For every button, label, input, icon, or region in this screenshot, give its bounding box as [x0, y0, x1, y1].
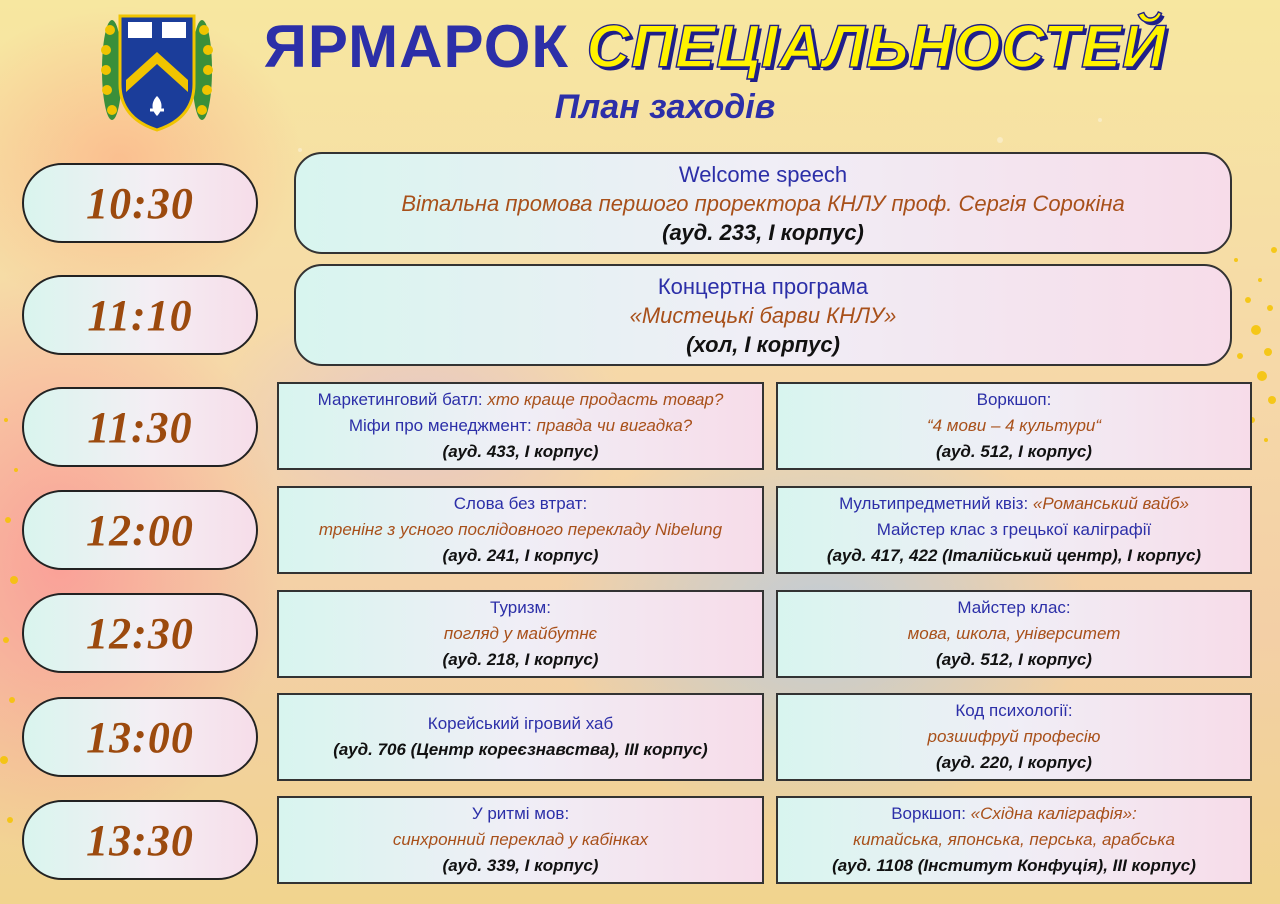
event-description: тренінг з усного послідовного перекладу Nibelung [318, 520, 723, 539]
event-welcome-speech [294, 152, 1232, 254]
event-description: «Романський вайб» [1032, 494, 1189, 513]
time-slot-1130: 11:30 [22, 387, 258, 467]
event-location: (ауд. 339, І корпус) [442, 856, 599, 875]
event-location: (ауд. 220, І корпус) [936, 753, 1092, 772]
time-slot-1230: 12:30 [22, 593, 258, 673]
event-subtitle: «Східна каліграфія»: [970, 804, 1137, 823]
event-description: розшифруй професію [927, 727, 1101, 746]
event-location: (ауд. 241, І корпус) [442, 546, 599, 565]
event-description: хто краще продасть товар? [487, 390, 724, 409]
event-location: (ауд. 706 (Центр кореєзнавства), ІІІ корпус) [333, 740, 708, 759]
event-title: Корейський ігровий хаб [427, 714, 614, 733]
event-title-2: Міфи про менеджмент: [348, 416, 537, 435]
event-concert [294, 264, 1232, 366]
page-title [0, 10, 1280, 84]
event-title: Мультипредметний квіз: [839, 494, 1033, 513]
event-description-2: правда чи вигадка? [536, 416, 693, 435]
event-description: Вітальна промова першого проректора КНЛУ проф. Сергія Сорокіна [401, 190, 1125, 216]
event-multisubject-quiz [776, 486, 1252, 574]
event-title: Слова без втрат: [453, 494, 588, 513]
page-subtitle: План заходів [554, 88, 776, 126]
event-description: синхронний переклад у кабінках [392, 830, 649, 849]
event-words-without-loss [277, 486, 764, 574]
event-description: китайська, японська, перська, арабська [853, 830, 1175, 849]
event-description: мова, школа, університет [907, 624, 1121, 643]
event-description: погляд у майбутнє [443, 624, 598, 643]
event-title: Маркетинговий батл: [317, 390, 488, 409]
event-location: (ауд. 512, І корпус) [936, 650, 1092, 669]
event-location: (ауд. 1108 (Інститут Конфуція), ІІІ корпус) [832, 856, 1196, 875]
event-title: Воркшоп: [891, 804, 971, 823]
event-location: (ауд. 512, І корпус) [936, 442, 1092, 461]
event-psychology-code [776, 693, 1252, 781]
event-location: (ауд. 233, І корпус) [662, 219, 864, 245]
event-title: У ритмі мов: [471, 804, 570, 823]
event-location: (ауд. 417, 422 (Італійський центр), І корпус) [826, 546, 1202, 565]
title-word-specialties: СПЕЦІАЛЬНОСТЕЙ [586, 13, 1167, 80]
event-oriental-calligraphy [776, 796, 1252, 884]
event-title: Майстер клас: [957, 598, 1071, 617]
event-description: «Мистецькі барви КНЛУ» [629, 302, 897, 328]
event-location: (ауд. 218, І корпус) [442, 650, 599, 669]
time-slot-1330: 13:30 [22, 800, 258, 880]
time-slot-1300: 13:00 [22, 697, 258, 777]
event-tourism [277, 590, 764, 678]
event-title: Воркшоп: [976, 390, 1052, 409]
event-description: “4 мови – 4 культури“ [926, 416, 1102, 435]
event-title: Welcome speech [678, 161, 848, 187]
event-title-2: Майстер клас з грецької каліграфії [876, 520, 1152, 539]
title-word-fair: ЯРМАРОК [263, 13, 569, 80]
time-slot-1030: 10:30 [22, 163, 258, 243]
event-master-class [776, 590, 1252, 678]
event-korean-game-hub [277, 693, 764, 781]
event-marketing-battle [277, 382, 764, 470]
event-location: (хол, І корпус) [686, 331, 840, 357]
event-title: Туризм: [490, 598, 551, 617]
event-rhythm-of-languages [277, 796, 764, 884]
time-slot-1110: 11:10 [22, 275, 258, 355]
event-title: Концертна програма [657, 273, 869, 299]
event-location: (ауд. 433, І корпус) [442, 442, 599, 461]
event-title: Код психології: [955, 701, 1073, 720]
event-workshop-4-languages [776, 382, 1252, 470]
time-slot-1200: 12:00 [22, 490, 258, 570]
